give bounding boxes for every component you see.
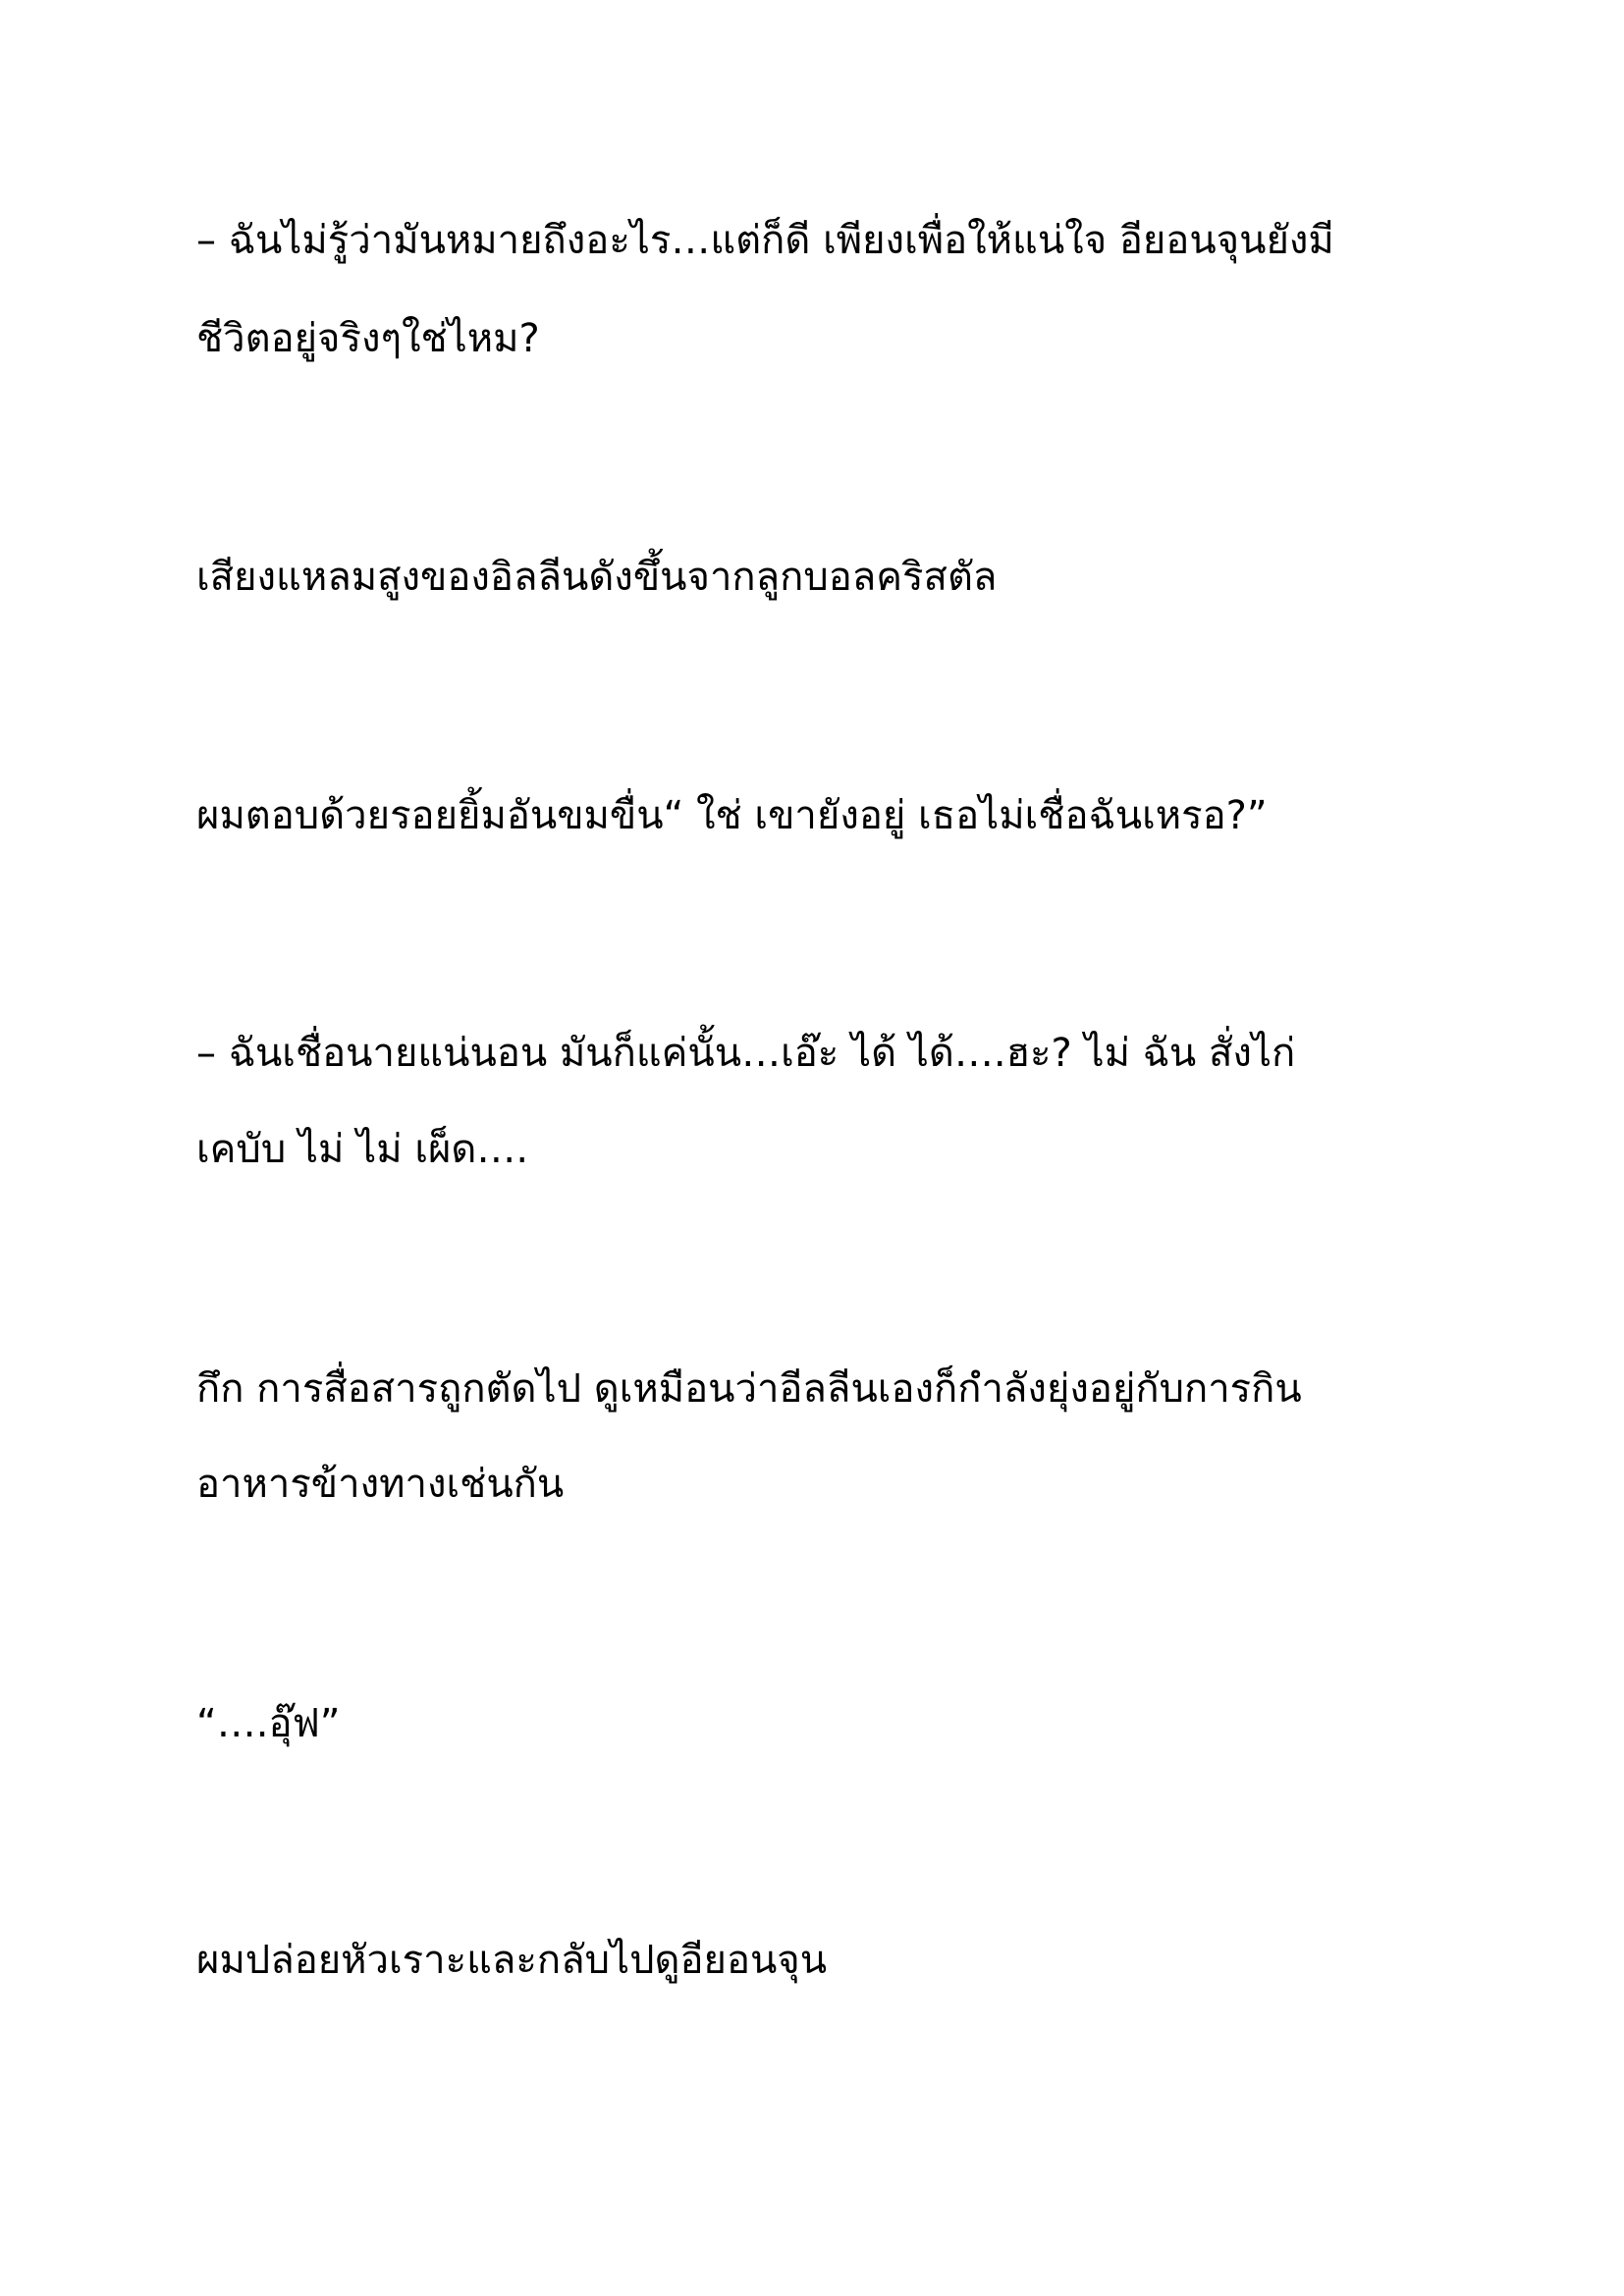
text-line: ผมตอบด้วยรอยยิ้มอันขมขื่น“ ใช่ เขายังอยู่ เธอไม่เชื่อฉันเหรอ?” (196, 793, 1268, 838)
text-line: “….อุ๊ฟ” (196, 1701, 341, 1746)
text-line: เสียงแหลมสูงของอิลลีนดังขึ้นจากลูกบอลคริสตัล (196, 555, 998, 600)
text-line: – ฉันไม่รู้ว่ามันหมายถึงอะไร…แต่ก็ดี เพียงเพื่อให้แน่ใจ อียอนจุนยังมี (196, 218, 1334, 263)
text-line: เคบับ ไม่ ไม่ เผ็ด…. (196, 1127, 529, 1172)
text-line: ชีวิตอยู่จริงๆใช่ไหม? (196, 316, 540, 361)
text-line: อาหารข้างทางเช่นกัน (196, 1462, 565, 1507)
text-line: ผมปล่อยหัวเราะและกลับไปดูอียอนจุน (196, 1938, 828, 1983)
text-line: – ฉันเชื่อนายแน่นอน มันก็แค่นั้น…เอ๊ะ ได้ ได้….ฮะ? ไม่ ฉัน สั่งไก่ (196, 1031, 1296, 1076)
text-line: กึก การสื่อสารถูกตัดไป ดูเหมือนว่าอีลลีนเองก็กำลังยุ่งอยู่กับการกิน (196, 1366, 1302, 1412)
